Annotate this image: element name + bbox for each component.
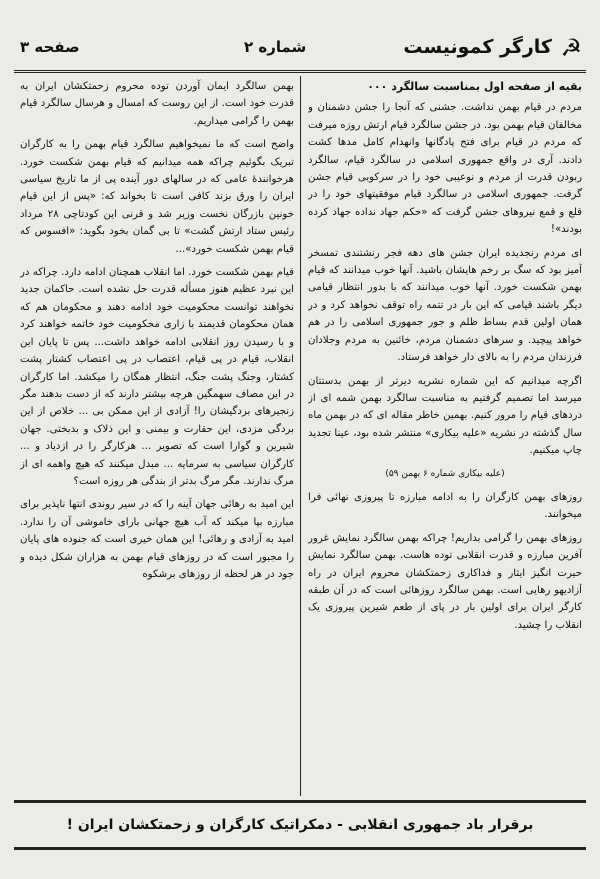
newspaper-page bbox=[14, 30, 586, 850]
paragraph: این امید به رهائی جهان آینه را که در سیر روندی انتها ناپذیر برای مبارزه بپا میکند که آب هیچ جهانی بارای خاموشی آن را ندارد. امید به آزادی و رهائی! این همان خیری است که جنوده های پایان را مجبور است که در روزهای قیام بهمن به هزاران شکل دیده و جود در هر لحظه از روزهای برشکوه bbox=[20, 499, 294, 580]
masthead bbox=[14, 30, 586, 73]
newspaper-title: کارگر کمونیست bbox=[403, 36, 552, 58]
page-number: صفحه ۳ bbox=[20, 38, 80, 56]
paragraph: واضح است که ما نمیخواهیم سالگرد قیام بهمن را به کارگران تبریک بگوئیم چراکه همه میدانیم که قیام بهمن شکست خورد. هرخوانندهٔ عامی که در سالهای دور آینده پی از ما تاریخ سیاسی ایران را ورق بزند کافی است تا بخواند که: «پس از این قیام خونین بازرگان نخست وزیر شد و قرنی این کودتاچی ۲۸ مرداد رئیس ستاد ارتش گشت» تا بی گمان بخود بگوید: «افسوس که قیام بهمن شکست خورد»... bbox=[20, 139, 294, 255]
paragraph: بهمن سالگرد ایمان آوردن توده محروم زحمتکشان ایران به قدرت خود است. از این روست که امسال و هرسال سالگرد قیام بهمن را گرامی میداریم. bbox=[20, 81, 294, 127]
hammer-sickle-icon: ☭ bbox=[560, 34, 582, 62]
issue-number: شماره ۲ bbox=[244, 38, 307, 56]
paragraph: مردم در قیام بهمن نداشت. جشنی که آنجا را جشن دشمنان و مخالفان قیام بهمن بود. در جشن سالگرد قیام ارتش روزه میرفت که مردم در قیام برای فتح پادگانها وانهدام کامل مدها کشت دادند. آری در واقع جمهوری اسلامی در سالگرد قیام، سالگرد ربودن قدرت از مردم و نوعیبی خود را در سرکوبی قیام جشن گرفت. جمهوری اسلامی در سالگرد قیام موفقیتهای خود را در قلع و قمع نیروهای جشن گرفت که «حکم جهاد نداده جهاد کرده بودند»! bbox=[308, 102, 582, 236]
article-continuation-heading: بقیه از صفحه اول بمناسبت سالگرد ۰۰۰ bbox=[367, 80, 582, 93]
right-column bbox=[308, 78, 582, 796]
paragraph: قیام بهمن شکست خورد. اما انقلاب همچنان ادامه دارد. چراکه در این نبرد عظیم هنوز مسأله قدرت حل نشده است. حاکمان جدید نخواهند توانست محکومیت خود ادامه دهند و محکومان هم که همان محکومان قدیمند با زاری محکومیت خود خاتمه خواهند کرد و با رسیدن روز انقلابی ادامه خواهد داشت... پس تا پایان این انقلاب، قیام در پی قیام، اعتصاب در پی اعتصاب کشتار پشت کشتار، وجنگ پشت جنگ، انتظار همگان را میکشد. اما کارگران در این مصاف سهمگین هرچه بیشتر دارند که از دست بدهند مگر زنجیرهای بردگیشان را! آزادی از این ممکن بی ... خلاص از این بردگی مزدی، این حقارت و بیمنی و این ذلاک و بدبختی. جهان شیرین و گوارا است که تصویر ... هرکارگر را در ازدیاد و ... کارگران سیاسی به سرمایه ... مبدل میکنند که هیچ واهمه ای از مرگ ندارند. مگر مرگ بدتر از بندگی هر روزه است؟ bbox=[20, 267, 294, 487]
paragraph: ای مردم رنجدیده ایران جشن های دهه فجر رنشتندی تمسخر آمیز بود که سگ بر رخم هایشان باشید. آنها خوب میدانند که قیام بهمن شکست خورد. آنها خوب میدانند که با بدور انتظار قیامی دیگر باشند قیامی که این بار در تتمه راه توقف نخواهد کرد و در همان اولین قدم بساط ظلم و جور جمهوری اسلامی را در هم خواهد پیچید. و سرهای دشمنان مردم، خائنین به مردم وجلادان فرزندان مردم را به بالای دار خواهد فرستاد. bbox=[308, 247, 582, 364]
paragraph: اگرچه میدانیم که این شماره نشریه دیرتر از بهمن بدستتان میرسد اما تصمیم گرفتیم به مناسبت سالگرد بهمن شمه ای از دردهای قیام را مرور کنیم. بهمین خاطر مقاله ای که در بهمن ماه سال گذشته در نشریه «علیه بیکاری» منتشر شده بود، عینا تجدید چاپ میکنیم. bbox=[308, 375, 582, 457]
paragraph: روزهای بهمن را گرامی بداریم! چراکه بهمن سالگرد نمایش غرور آفرین مبارزه و قدرت انقلابی توده هاست. بهمن سالگرد نمایش حیرت انگیز ایثار و فداکاری زحمتکشان محروم ایران در راه آزادیهو رهایی است. بهمن سالگرد روزهائی است که در آن طبقه کارگر ایران برای اولین بار در پای از طعم شیرین پیروزی یک انقلاب را چشید. bbox=[308, 532, 582, 631]
source-note: (علیه بیکاری شماره ۶ بهمن ۵۹) bbox=[385, 468, 505, 479]
left-column bbox=[20, 78, 294, 796]
column-divider bbox=[300, 76, 301, 796]
paragraph: روزهای بهمن کارگران را به ادامه مبارزه تا پیروزی نهائی فرا میخوانند. bbox=[308, 491, 582, 521]
footer-slogan: برقرار باد جمهوری انقلابی - دمکراتیک کارگران و زحمتکشان ایران ! bbox=[14, 800, 586, 850]
